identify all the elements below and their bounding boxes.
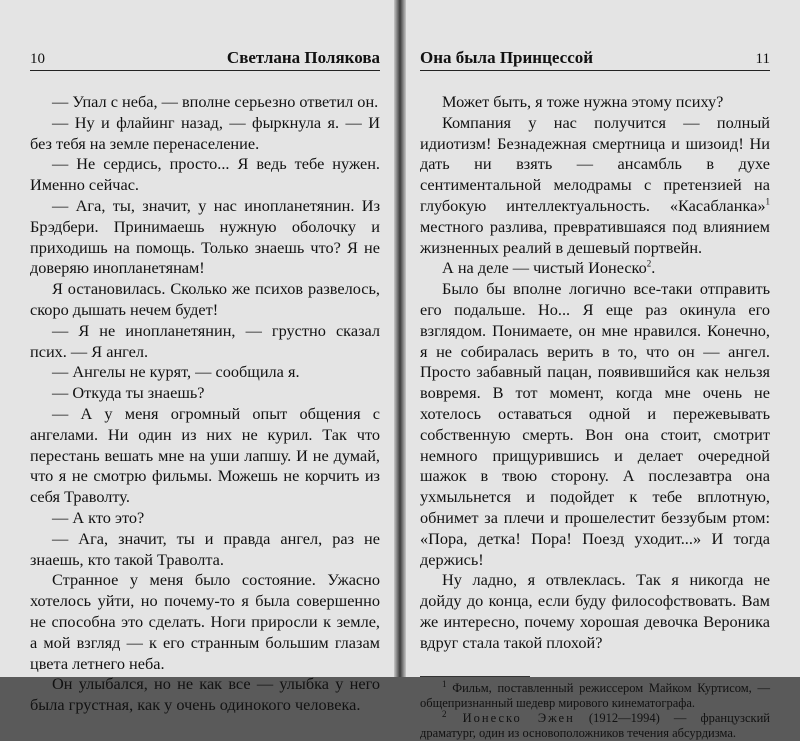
paragraph <box>420 113 770 259</box>
paragraph-text: Компания у нас получится — полный идиотизм! Безнадежная смертница и шизоид! Ни дать ни взять — ансамбль в духе сентиментальной мелодрамы с претензией на глубокую интеллектуальность. «Касабланка» <box>420 112 770 215</box>
paragraph: — А кто это? <box>52 507 145 527</box>
left-running-header <box>30 48 380 71</box>
paragraph-text: . <box>651 258 656 278</box>
right-running-head: Она была Принцессой <box>420 48 594 67</box>
paragraph: — Не сердись, просто... Я ведь тебе нужен. Именно сейчас. <box>30 154 380 195</box>
paragraph: — Ага, значит, ты и правда ангел, раз не знаешь, кто такой Траволта. <box>30 528 380 569</box>
left-page <box>0 0 394 715</box>
paragraph: Он улыбался, но не как все — улыбка у него была грустная, как у очень одинокого человека. <box>30 674 380 715</box>
paragraph: Ну ладно, я отвлеклась. Так я никогда не дойду до конца, если буду философствовать. Вам же интересно, почему хорошая девочка Вероника вдруг стала такой плохой? <box>420 570 770 652</box>
footnote <box>420 678 770 711</box>
footnote-mark: 1 <box>442 678 447 689</box>
paragraph: — Ну и флайинг назад, — фыркнула я. — И без тебя на земле перенаселение. <box>30 112 380 153</box>
left-page-number: 10 <box>30 51 45 67</box>
paragraph: Было бы вполне логично все-таки отправить его подальше. Но... Я еще раз окинула его взглядом. Понимаете, он мне нравился. Конечно, я не собиралась верить в то, что он — ангел. Просто забавный пацан, появившийся как нельзя вовремя. В тот момент, когда мне очень не хотелось оставаться одной и пережевывать собственную смерть. Вон она стоит, смотрит немного прищурившись и делает очередной шажок в твою сторону. А послезавтра она ухмыльнется и подойдет к тебе вплотную, обнимет за плечи и прошелестит беззубым ртом: «Пора, детка! Пора! Поезд уходит...» И тогда держись! <box>420 279 770 569</box>
footnote-divider <box>420 676 530 677</box>
paragraph <box>420 258 770 279</box>
paragraph-text: местного разлива, превратившаяся под влиянием жизненных реалий в дешевый портвейн. <box>420 216 770 257</box>
footnote-text: (1912—1994) — французский драматург, один из основоположников течения абсурдизма. <box>420 710 770 740</box>
paragraph: — Ага, ты, значит, у нас инопланетянин. Из Брэдбери. Принимаешь нужную оболочку и приходишь на помощь. Только знаешь что? Я не доверяю инопланетянам! <box>30 195 380 278</box>
right-page-text <box>420 92 770 741</box>
paragraph: — Ангелы не курят, — сообщила я. <box>52 362 300 382</box>
paragraph: Странное у меня было состояние. Ужасно хотелось уйти, но почему-то я была совершенно не способна это сделать. Ноги приросли к земле, а мой взгляд — к его странным большим глазам цвета летнего неба. <box>30 570 380 673</box>
paragraph: — А у меня огромный опыт общения с ангелами. Ни один из них не курил. Так что перестань вешать мне на уши лапшу. И не думай, что я не смотрю фильмы. Можешь не корчить из себя Траволту. <box>30 403 380 507</box>
right-page <box>406 0 800 740</box>
paragraph: — Я не инопланетянин, — грустно сказал псих. — Я ангел. <box>30 320 380 361</box>
right-page-number: 11 <box>755 51 770 67</box>
book-spine <box>394 0 406 677</box>
paragraph: — Откуда ты знаешь? <box>52 383 205 403</box>
paragraph: Я остановилась. Сколько же психов развелось, скоро дышать нечем будет! <box>30 279 380 319</box>
right-running-header <box>420 48 770 71</box>
paragraph-text: А на деле — чистый Ионеско <box>442 258 647 278</box>
footnote <box>420 708 770 741</box>
left-running-head: Светлана Полякова <box>226 48 380 67</box>
left-page-text <box>30 92 380 716</box>
footnote-ref: 2 <box>646 258 652 269</box>
footnote-mark: 2 <box>442 708 447 719</box>
paragraph: — Упал с неба, — вполне серьезно ответил он. <box>52 92 379 111</box>
footnote-name: Ионеско Эжен <box>446 710 575 725</box>
footnote-ref: 1 <box>765 196 770 207</box>
footnote-text: Фильм, поставленный режиссером Майком Куртисом, — общепризнанный шедевр мирового кинематографа. <box>420 680 770 710</box>
paragraph: Может быть, я тоже нужна этому психу? <box>442 92 724 111</box>
